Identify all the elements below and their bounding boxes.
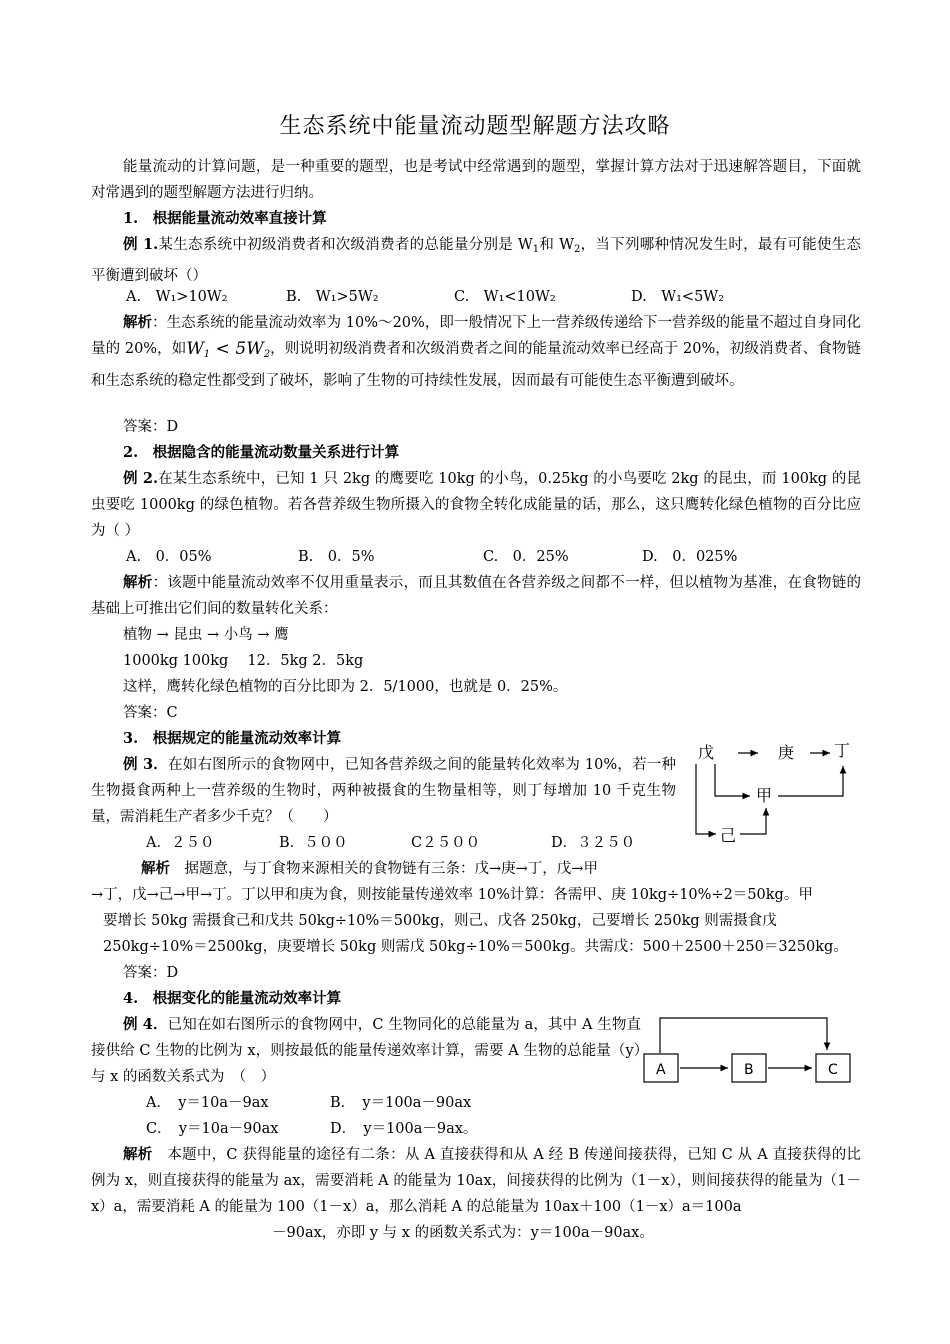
intro-paragraph: 能量流动的计算问题，是一种重要的题型，也是考试中经常遇到的题型，掌握计算方法对于迅速解答题目，下面就对常遇到的题型解题方法进行归纳。 [91, 159, 861, 201]
inequality-formula: $W_1 < 5W_2$ [186, 339, 271, 360]
option-a: A．２５０ [146, 835, 215, 851]
option-d: D. 0．025% [642, 549, 738, 565]
example-2-analysis: 解析：该题中能量流动效率不仅用重量表示，而且其数值在各营养级之间都不一样，但以植物为基准，在食物链的基础上可推出它们间的数量转化关系： [91, 574, 861, 617]
option-b: B． y＝100a－90ax [330, 1095, 472, 1111]
arrow-ji-jia [740, 808, 766, 834]
example-3-label: 例 3． [123, 756, 169, 773]
analysis-label: 解析 [123, 1146, 153, 1163]
section-2-heading: 2. 根据隐含的能量流动数量关系进行计算 [123, 444, 400, 461]
option-c: C２５００ [411, 835, 481, 851]
option-b: B．５００ [279, 835, 348, 851]
option-a: A． y＝10a－9ax [146, 1095, 269, 1111]
option-d: D. W₁<5W₂ [631, 289, 725, 305]
option-b: B. W₁>5W₂ [286, 289, 379, 305]
food-web-diagram-3 [688, 734, 858, 849]
option-b: B. 0．5% [298, 549, 375, 565]
arrow-a-c-direct [660, 1018, 827, 1053]
page-title: 生态系统中能量流动题型解题方法攻略 [279, 114, 671, 139]
example-3-analysis-line-4: 250kg÷10%＝2500kg，庚要增长 50kg 则需戊 50kg÷10%＝500kg。共需戊：500＋2500＋250＝3250kg。 [103, 939, 848, 955]
option-a: A. 0．05% [126, 549, 212, 565]
example-3-analysis-line-1: 解析 据题意，与丁食物来源相关的食物链有三条：戊→庚→丁，戊→甲 [141, 860, 598, 877]
example-3-answer: 答案：D [123, 965, 179, 981]
example-2-label: 例 2. [123, 470, 158, 487]
analysis-label: 解析 [123, 314, 153, 331]
analysis-label: 解析 [141, 860, 170, 877]
option-c: C． y＝10a－90ax [146, 1121, 279, 1137]
example-1-label: 例 1. [123, 236, 159, 253]
node-b: B [744, 1062, 754, 1078]
example-4-question: 例 4．已知在如右图所示的食物网中，C 生物同化的总能量为 a，其中 A 生物直接供给 C 生物的比例为 x，则按最低的能量传递效率计算，需要 A 生物的总能量（y）与 x 的函数关系式为 （ ） [91, 1016, 641, 1085]
example-3-analysis-line-3: 要增长 50kg 需摄食己和戊共 50kg÷10%＝500kg，则己、戊各 250kg，己要增长 250kg 则需摄食戊 [103, 913, 777, 929]
node-ding: 丁 [834, 741, 851, 760]
example-2-question: 例 2.在某生态系统中，已知 1 只 2kg 的鹰要吃 10kg 的小鸟，0.25kg 的小鸟要吃 2kg 的昆虫，而 100kg 的昆虫要吃 1000kg 的绿色植物。若各营养级生物所摄入的食物全转化成能量的话，那么，这只鹰转化绿色植物的百分比应为（ ） [91, 470, 861, 539]
arrow-wu-ji [696, 764, 716, 834]
node-wu: 戊 [698, 743, 715, 762]
option-d: D．３２５０ [551, 835, 636, 851]
example-2-answer: 答案：C [123, 705, 178, 721]
arrow-jia-ding [778, 766, 843, 796]
example-1-question: 例 1.某生态系统中初级消费者和次级消费者的总能量分别是 $W_1$和 $W_2$，当下列哪种情况发生时，最有可能使生态平衡遭到破坏（） [91, 236, 861, 284]
node-jia: 甲 [756, 786, 773, 805]
option-d: D． y＝100a－9ax。 [330, 1121, 478, 1137]
example-1-answer: 答案：D [123, 419, 179, 435]
example-3-question: 例 3．在如右图所示的食物网中，已知各营养级之间的能量转化效率为 10%，若一种生物摄食两种上一营养级的生物时，两种被摄食的生物量相等，则丁每增加 10 千克生物量，需消耗生产者多少千克？（ ） [91, 756, 676, 825]
node-ji: 己 [720, 826, 737, 845]
food-chain: 植物 → 昆虫 → 小鸟 → 鹰 [123, 627, 289, 643]
node-a: A [656, 1062, 666, 1078]
example-4-analysis-last: －90ax，亦即 y 与 x 的函数关系式为：y＝100a－90ax。 [272, 1225, 654, 1241]
analysis-label: 解析 [123, 574, 153, 591]
example-4-analysis: 解析 本题中，C 获得能量的途径有二条：从 A 直接获得和从 A 经 B 传递间接获得，已知 C 从 A 直接获得的比例为 x，则直接获得的能量为 ax，需要消耗 A 的能量为 10ax，间接获得的比例为（1－x），则间接获得的能量为（1－x）a，需要消耗 A 的能量为 100（1－x）a，那么消耗 A 的总能量为 10ax＋100（1－x）a＝100a [91, 1146, 861, 1215]
example-2-conclusion: 这样，鹰转化绿色植物的百分比即为 2．5/1000，也就是 0．25%。 [123, 679, 568, 695]
section-1-heading: 1. 根据能量流动效率直接计算 [123, 210, 327, 227]
section-4-heading: 4. 根据变化的能量流动效率计算 [123, 990, 342, 1007]
arrow-wu-jia [715, 764, 750, 796]
example-4-label: 例 4． [123, 1016, 168, 1033]
food-chain-masses: 1000kg 100kg 12．5kg 2．5kg [123, 653, 364, 669]
example-1-analysis: 解析：生态系统的能量流动效率为 10%～20%，即一般情况下上一营养级传递给下一营养级的能量不超过自身同化量的 20%，如$W_1 < 5W_2$，则说明初级消费者和次级消费者之间的能量流动效率已经高于 20%，初级消费者、食物链和生态系统的稳定性都受到了破坏，影响了生物的可持续性发展，因而最有可能使生态平衡遭到破坏。 [91, 314, 862, 389]
option-c: C. 0．25% [483, 549, 569, 565]
example-3-analysis-line-2: →丁，戊→己→甲→丁。丁以甲和庚为食，则按能量传递效率 10%计算：各需甲、庚 10kg÷10%÷2＝50kg。甲 [91, 887, 813, 903]
section-3-heading: 3. 根据规定的能量流动效率计算 [123, 730, 342, 747]
option-a: A. W₁>10W₂ [126, 289, 228, 305]
node-c: C [828, 1062, 838, 1078]
node-geng: 庚 [778, 743, 795, 762]
option-c: C. W₁<10W₂ [454, 289, 556, 305]
food-web-diagram-4 [640, 1010, 855, 1090]
